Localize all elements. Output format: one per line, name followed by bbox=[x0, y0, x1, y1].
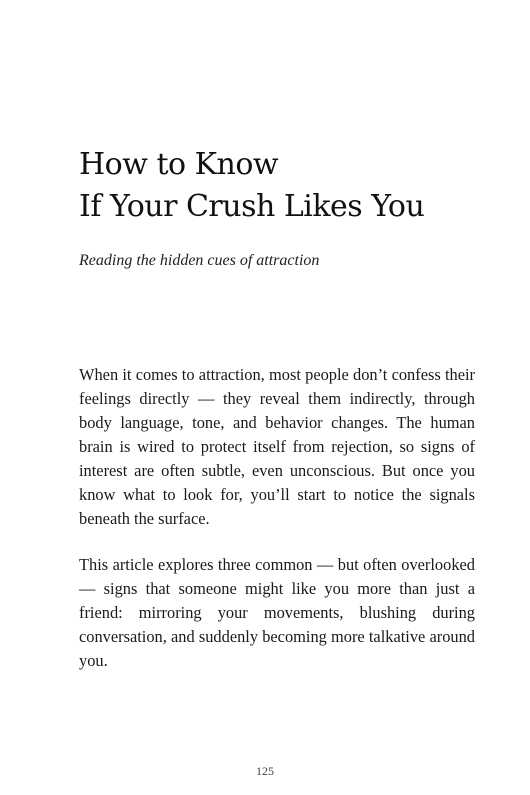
article-body bbox=[79, 363, 475, 695]
body-paragraph-1: When it comes to attraction, most people don’t confess their feelings directly — they reveal them indirectly, through body language, tone, and behavior changes. The human brain is wired to protect itself from rejection, so signs of interest are often subtle, even unconscious. But once you know what to look for, you’ll start to notice the signals beneath the surface. bbox=[79, 365, 475, 528]
title-line-1: How to Know bbox=[79, 147, 279, 182]
body-paragraph-2: This article explores three common — but often overlooked — signs that someone might like you more than just a friend: mirroring your movements, blushing during conversation, and suddenly becoming more talkative around you. bbox=[79, 555, 475, 670]
page-subtitle: Reading the hidden cues of attraction bbox=[79, 252, 320, 269]
page-number: 125 bbox=[256, 764, 274, 778]
page-title bbox=[79, 144, 479, 228]
title-line-2: If Your Crush Likes You bbox=[79, 189, 425, 224]
